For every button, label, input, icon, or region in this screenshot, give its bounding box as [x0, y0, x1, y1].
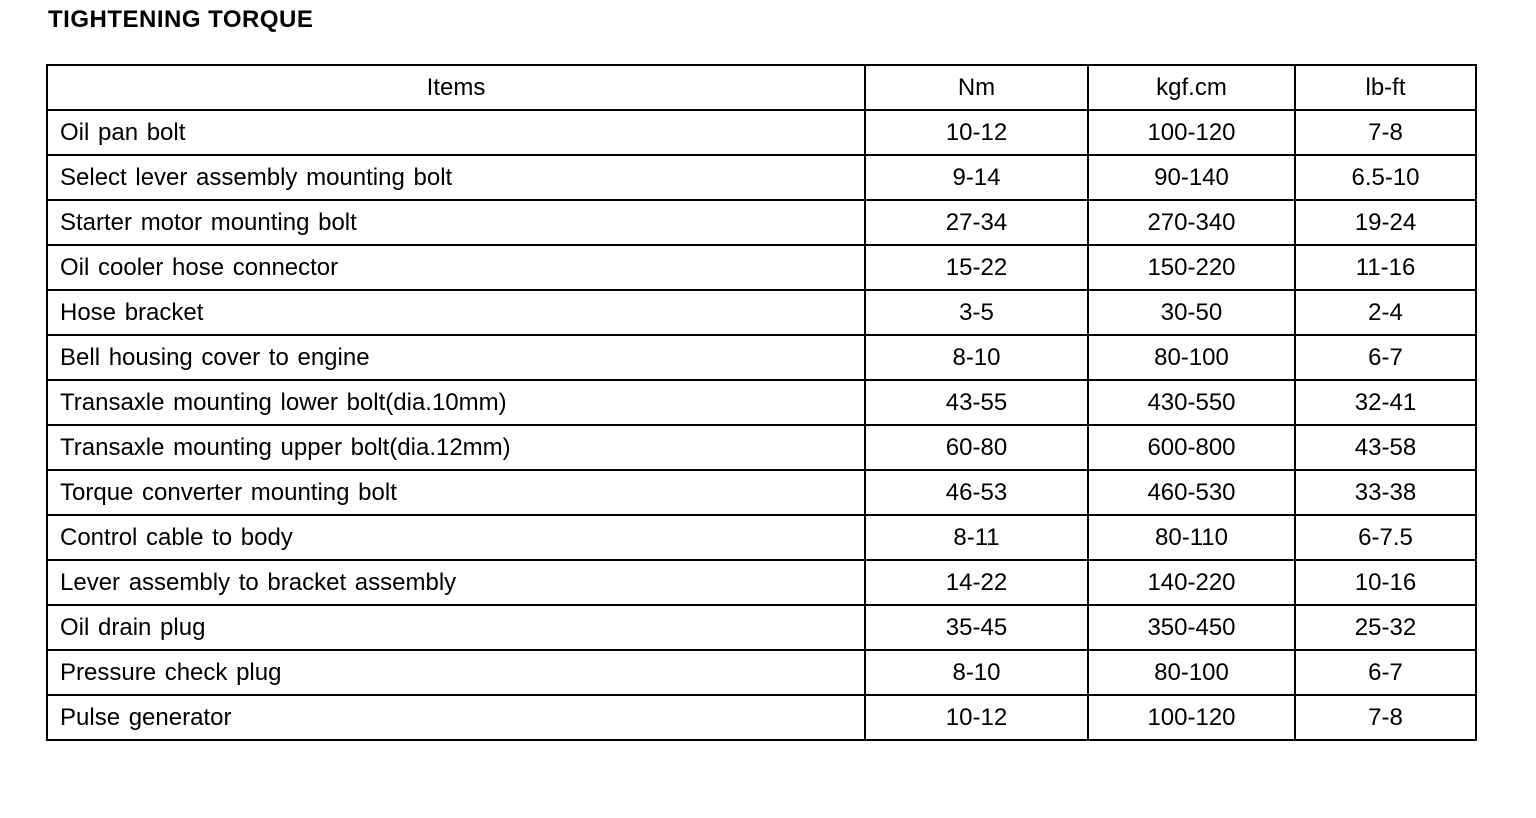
kgf-cm-cell: 80-100 — [1088, 335, 1295, 380]
lb-ft-cell: 25-32 — [1295, 605, 1476, 650]
table-row — [47, 245, 1476, 290]
nm-cell: 35-45 — [865, 605, 1088, 650]
table-row — [47, 650, 1476, 695]
item-cell: Control cable to body — [47, 515, 865, 560]
item-cell: Oil drain plug — [47, 605, 865, 650]
nm-cell: 27-34 — [865, 200, 1088, 245]
item-cell: Starter motor mounting bolt — [47, 200, 865, 245]
table-row — [47, 695, 1476, 740]
item-cell: Select lever assembly mounting bolt — [47, 155, 865, 200]
kgf-cm-cell: 100-120 — [1088, 110, 1295, 155]
table-body — [47, 110, 1476, 740]
kgf-cm-cell: 30-50 — [1088, 290, 1295, 335]
lb-ft-cell: 7-8 — [1295, 695, 1476, 740]
table-row — [47, 200, 1476, 245]
torque-table — [46, 64, 1477, 741]
nm-cell: 14-22 — [865, 560, 1088, 605]
lb-ft-cell: 11-16 — [1295, 245, 1476, 290]
kgf-cm-cell: 350-450 — [1088, 605, 1295, 650]
table-row — [47, 335, 1476, 380]
nm-cell: 43-55 — [865, 380, 1088, 425]
table-row — [47, 605, 1476, 650]
table-row — [47, 155, 1476, 200]
item-cell: Hose bracket — [47, 290, 865, 335]
nm-cell: 8-10 — [865, 335, 1088, 380]
item-cell: Transaxle mounting upper bolt(dia.12mm) — [47, 425, 865, 470]
item-cell: Pressure check plug — [47, 650, 865, 695]
table-row — [47, 290, 1476, 335]
lb-ft-cell: 6-7.5 — [1295, 515, 1476, 560]
lb-ft-cell: 19-24 — [1295, 200, 1476, 245]
lb-ft-cell: 2-4 — [1295, 290, 1476, 335]
table-row — [47, 380, 1476, 425]
lb-ft-cell: 32-41 — [1295, 380, 1476, 425]
header-kgf-cm: kgf.cm — [1088, 65, 1295, 110]
kgf-cm-cell: 80-110 — [1088, 515, 1295, 560]
lb-ft-cell: 6.5-10 — [1295, 155, 1476, 200]
lb-ft-cell: 43-58 — [1295, 425, 1476, 470]
kgf-cm-cell: 140-220 — [1088, 560, 1295, 605]
kgf-cm-cell: 270-340 — [1088, 200, 1295, 245]
kgf-cm-cell: 100-120 — [1088, 695, 1295, 740]
item-cell: Pulse generator — [47, 695, 865, 740]
item-cell: Oil pan bolt — [47, 110, 865, 155]
item-cell: Torque converter mounting bolt — [47, 470, 865, 515]
kgf-cm-cell: 600-800 — [1088, 425, 1295, 470]
nm-cell: 15-22 — [865, 245, 1088, 290]
item-cell: Transaxle mounting lower bolt(dia.10mm) — [47, 380, 865, 425]
kgf-cm-cell: 430-550 — [1088, 380, 1295, 425]
item-cell: Lever assembly to bracket assembly — [47, 560, 865, 605]
table-row — [47, 560, 1476, 605]
lb-ft-cell: 6-7 — [1295, 335, 1476, 380]
item-cell: Oil cooler hose connector — [47, 245, 865, 290]
kgf-cm-cell: 150-220 — [1088, 245, 1295, 290]
nm-cell: 60-80 — [865, 425, 1088, 470]
page-title: TIGHTENING TORQUE — [48, 6, 314, 33]
nm-cell: 8-11 — [865, 515, 1088, 560]
kgf-cm-cell: 90-140 — [1088, 155, 1295, 200]
lb-ft-cell: 6-7 — [1295, 650, 1476, 695]
table-row — [47, 110, 1476, 155]
lb-ft-cell: 10-16 — [1295, 560, 1476, 605]
header-nm: Nm — [865, 65, 1088, 110]
header-items: Items — [47, 65, 865, 110]
nm-cell: 46-53 — [865, 470, 1088, 515]
nm-cell: 9-14 — [865, 155, 1088, 200]
nm-cell: 8-10 — [865, 650, 1088, 695]
lb-ft-cell: 33-38 — [1295, 470, 1476, 515]
table-row — [47, 515, 1476, 560]
table-header-row — [47, 65, 1476, 110]
nm-cell: 10-12 — [865, 695, 1088, 740]
lb-ft-cell: 7-8 — [1295, 110, 1476, 155]
nm-cell: 10-12 — [865, 110, 1088, 155]
header-lb-ft: lb-ft — [1295, 65, 1476, 110]
kgf-cm-cell: 460-530 — [1088, 470, 1295, 515]
table-row — [47, 425, 1476, 470]
kgf-cm-cell: 80-100 — [1088, 650, 1295, 695]
table-row — [47, 470, 1476, 515]
item-cell: Bell housing cover to engine — [47, 335, 865, 380]
nm-cell: 3-5 — [865, 290, 1088, 335]
